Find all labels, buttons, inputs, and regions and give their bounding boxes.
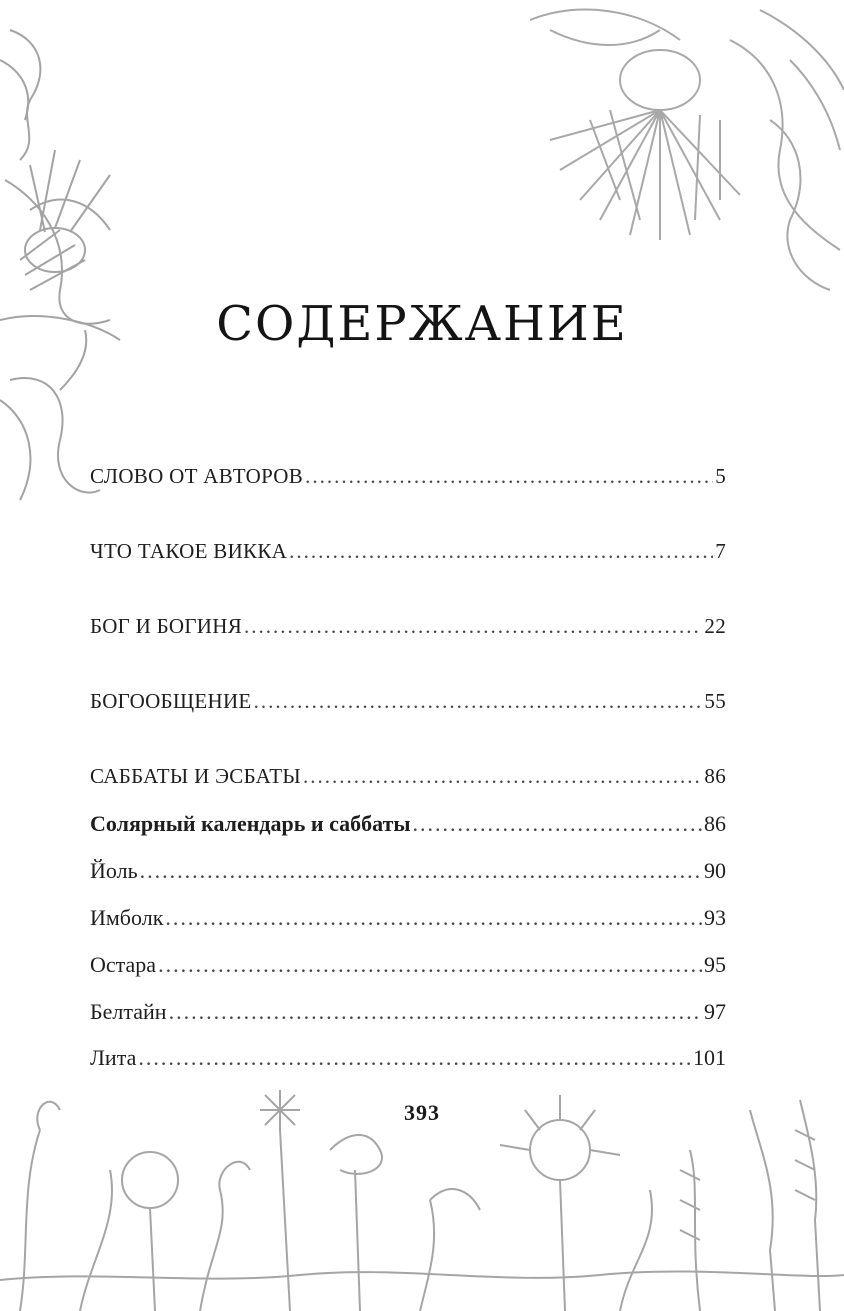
toc-entry-title: Остара	[90, 952, 157, 977]
toc-subentry[interactable]	[90, 857, 726, 885]
toc-subentry[interactable]	[90, 810, 726, 838]
dot-leader	[140, 857, 702, 885]
dot-leader	[289, 537, 713, 565]
toc-entry-page: 86	[704, 764, 726, 788]
toc-entry-page: 90	[704, 858, 726, 883]
toc-entry[interactable]	[90, 762, 726, 790]
toc-entry-page: 97	[704, 999, 726, 1024]
page-title: СОДЕРЖАНИЕ	[216, 296, 628, 352]
toc-entry-page: 101	[693, 1045, 726, 1070]
dot-leader	[413, 810, 702, 838]
toc-entry-page: 86	[704, 811, 726, 836]
dot-leader	[244, 612, 702, 640]
toc-entry-title: ЧТО ТАКОЕ ВИККА	[90, 539, 288, 563]
toc-entry-page: 5	[715, 464, 726, 488]
toc-entry-page: 95	[704, 952, 726, 977]
toc-entry-title: САББАТЫ И ЭСБАТЫ	[90, 764, 302, 788]
toc-entry-title: Йоль	[90, 858, 138, 883]
toc-entry[interactable]	[90, 537, 726, 565]
toc-subentry[interactable]	[90, 1044, 726, 1072]
toc-subentry[interactable]	[90, 998, 726, 1026]
dot-leader	[138, 1044, 691, 1072]
dot-leader	[158, 951, 702, 979]
dot-leader	[305, 462, 713, 490]
toc-entry-page: 7	[715, 539, 726, 563]
toc-entry[interactable]	[90, 462, 726, 490]
toc-entry-page: 22	[704, 614, 726, 638]
toc-entry-title: Белтайн	[90, 999, 167, 1024]
dot-leader	[254, 687, 703, 715]
toc-entry-title: БОГ И БОГИНЯ	[90, 614, 243, 638]
toc-entry-title: СЛОВО ОТ АВТОРОВ	[90, 464, 304, 488]
dot-leader	[303, 762, 702, 790]
toc-subentry[interactable]	[90, 951, 726, 979]
toc-entry-title: Солярный календарь и саббаты	[90, 811, 411, 836]
page-number: 393	[404, 1100, 440, 1125]
toc-entry-title: БОГООБЩЕНИЕ	[90, 689, 252, 713]
toc-entry-page: 55	[704, 689, 726, 713]
dot-leader	[165, 904, 702, 932]
toc-entry-page: 93	[704, 905, 726, 930]
toc-entry-title: Имболк	[90, 905, 164, 930]
toc-entry[interactable]	[90, 612, 726, 640]
toc-subentry[interactable]	[90, 904, 726, 932]
toc-entry-title: Лита	[90, 1045, 137, 1070]
dot-leader	[169, 998, 702, 1026]
toc-entry[interactable]	[90, 687, 726, 715]
